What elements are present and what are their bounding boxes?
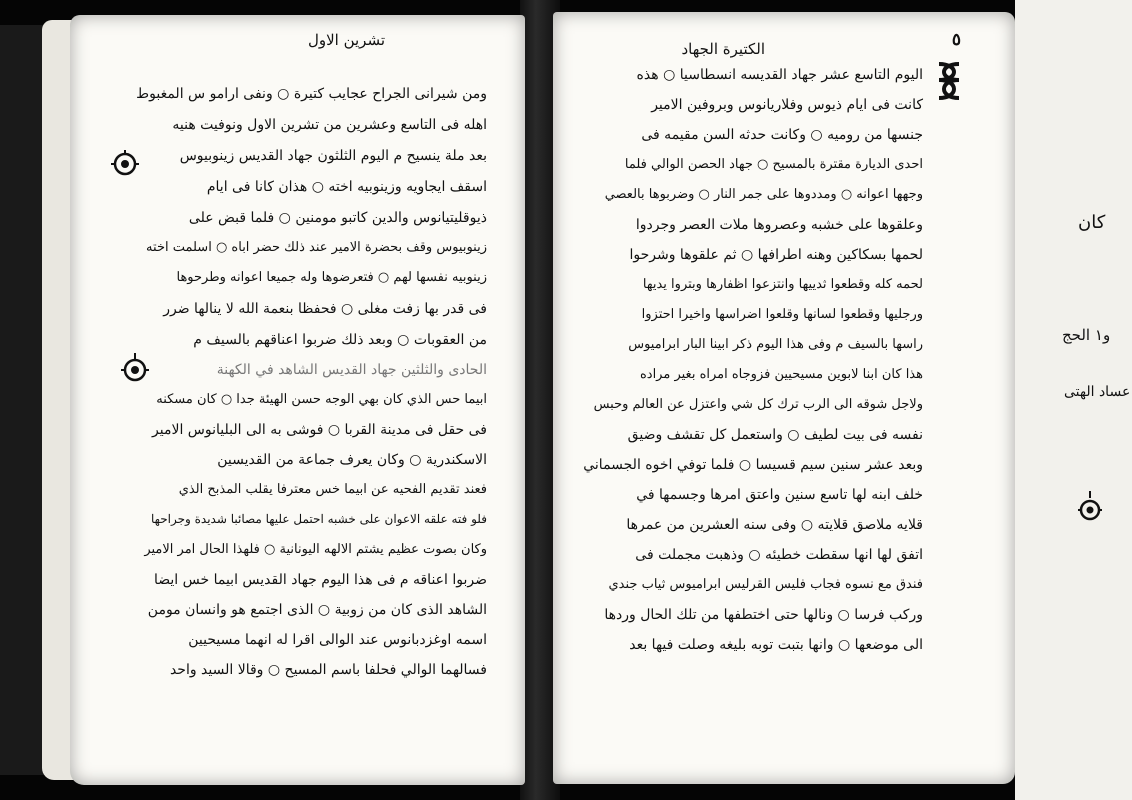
text-line: لحمها بسكاكين وهنه اطرافها ○ ثم علقوها وشرحوا bbox=[629, 247, 923, 263]
right-page bbox=[553, 12, 1015, 784]
text-line: فسالهما الوالي فحلفا باسم المسيح ○ وقالا السيد واحد bbox=[169, 662, 487, 678]
text-line: ولاجل شوقه الى الرب ترك كل شي واعتزل عن العالم وحبس bbox=[593, 397, 923, 412]
text-line: بعد ملة ينسيح م اليوم الثلثون جهاد القديس زينوبيوس bbox=[179, 148, 487, 164]
rubric-line: اليوم التاسع عشر جهاد القديسه انسطاسيا ○ هذه bbox=[636, 67, 923, 83]
text-line: اسمه اوغزدبانوس عند الوالى اقرا له انهما مسيحيين bbox=[188, 632, 487, 648]
right-page-text bbox=[553, 68, 923, 748]
text-line: خلف ابنه لها تاسع سنين واعتق امرها وجسمها في bbox=[636, 487, 923, 503]
text-line: اهله فى التاسع وعشرين من تشرين الاول ونوفيت هنيه bbox=[172, 117, 487, 133]
text-line: من العقوبات ○ وبعد ذلك ضربوا اعناقهم بالسيف م bbox=[193, 332, 487, 348]
margin-text: عساد الهتى bbox=[1064, 384, 1131, 400]
text-line: فندق مع نسوه فجاب فليس القرليس ابراميوس ثياب جندي bbox=[608, 577, 923, 592]
folio-number: ٥ bbox=[951, 30, 961, 50]
text-line: ومن شيرانى الجراح عجايب كتيرة ○ ونفى ارامو س المغبوط bbox=[136, 86, 487, 102]
text-line: ضربوا اعناقه م فى هذا اليوم جهاد القديس ابيما خس ايضا bbox=[154, 572, 487, 588]
text-line: لحمه كله وقطعوا ثدييها وانتزعوا اظفارها وبتروا يديها bbox=[642, 277, 923, 292]
margin-text: كان bbox=[1078, 212, 1106, 233]
text-line: اسقف ايجاويه وزينوبيه اخته ○ هذان كانا فى ايام bbox=[206, 179, 487, 195]
right-page-header: الكتيرة الجهاد bbox=[681, 40, 765, 58]
text-line: وجهها اعوانه ○ ومددوها على جمر النار ○ وضربوها بالعصي bbox=[604, 187, 923, 202]
text-line: اتفق لها انها سقطت خطيئه ○ وذهبت مجملت فى bbox=[635, 547, 923, 563]
text-line: وبعد عشر سنين سيم قسيسا ○ فلما توفي اخوه الجسماني bbox=[583, 457, 923, 473]
text-line: نفسه فى بيت لطيف ○ واستعمل كل تقشف وضيق bbox=[627, 427, 923, 443]
text-line: وركب فرسا ○ ونالها حتى اختطفها من تلك الحال وردها bbox=[604, 607, 923, 623]
text-line: جنسها من روميه ○ وكانت حدثه السن مقيمه فى bbox=[641, 127, 923, 143]
text-line: ابيما حس الذي كان بهي الوجه حسن الهيئة جدا ○ كان مسكنه bbox=[156, 392, 487, 407]
text-line: ورجليها وقطعوا لسانها وقلعوا اضراسها واخيرا احتزوا bbox=[641, 307, 923, 322]
rosette-ornament-icon bbox=[1074, 488, 1106, 528]
text-line: ذيوقليتيانوس والدين كاتبو مومنين ○ فلما قبض على bbox=[188, 210, 487, 226]
left-page-header: تشرين الاول bbox=[307, 31, 385, 49]
text-line: كانت فى ايام ذيوس وفلاريانوس وبروفين الامير bbox=[651, 97, 923, 113]
text-line: احدى الديارة مقترة بالمسيح ○ جهاد الحصن الوالي فلما bbox=[624, 157, 923, 172]
text-line: فعند تقديم الفحيه عن ابيما خس معترفا يقلب المذبح الذي bbox=[178, 482, 487, 497]
text-line: الى موضعها ○ وانها بتبت توبه بليغه وصلت فيها بعد bbox=[629, 637, 923, 653]
text-line: فلو فته علقه الاعوان على خشبه احتمل عليها مصائبا شديدة وجراحها bbox=[151, 512, 487, 526]
text-line: الاسكندرية ○ وكان يعرف جماعة من القديسين bbox=[217, 452, 487, 468]
text-line: وعلقوها على خشبه وعصروها ملات العصر وجردوا bbox=[635, 217, 923, 233]
text-line: هذا كان ابنا لابوين مسيحيين فزوجاه امراه بغير مراده bbox=[639, 367, 923, 382]
text-line: زينوبيه نفسها لهم ○ فتعرضوها وله جميعا اعوانه وطرحوها bbox=[176, 270, 487, 285]
left-page-text bbox=[77, 67, 487, 747]
next-page-edge bbox=[1015, 0, 1132, 800]
text-line: زينوبيوس وقف بحضرة الامير عند ذلك حضر اباه ○ اسلمت اخته bbox=[146, 240, 487, 255]
interlace-ornament-icon bbox=[931, 58, 967, 104]
rubric-line: الحادى والثلثين جهاد القديس الشاهد في الكهنة bbox=[216, 362, 487, 378]
text-line: فى حقل فى مدينة القربا ○ فوشى به الى البليانوس الامير bbox=[152, 422, 487, 438]
text-line: وكان بصوت عظيم يشتم الالهه اليونانية ○ فلهذا الحال امر الامير bbox=[144, 542, 487, 557]
text-line: راسها بالسيف م وفى هذا اليوم ذكر ابينا البار ابراميوس bbox=[628, 337, 923, 352]
margin-text: و١ الحج bbox=[1062, 326, 1111, 344]
text-line: فى قدر بها زفت مغلى ○ فحفظا بنعمة الله لا ينالها ضرر bbox=[163, 301, 487, 317]
text-line: الشاهد الذى كان من زوبية ○ الذى اجتمع هو وانسان مومن bbox=[147, 602, 487, 618]
text-line: قلايه ملاصق قلايته ○ وفى سنه العشرين من عمرها bbox=[626, 517, 923, 533]
left-page bbox=[70, 15, 525, 785]
